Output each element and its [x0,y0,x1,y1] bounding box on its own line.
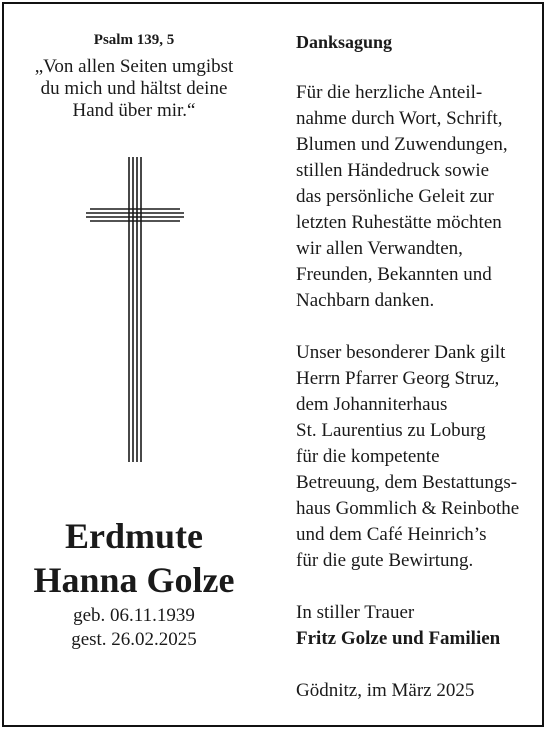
psalm-quote [4,56,264,122]
text-line: Nachbarn danken. [296,290,435,311]
psalm-line: Hand über mir.“ [72,100,196,121]
text-line: Betreuung, dem Bestattungs- [296,472,518,493]
text-line: Unser besonderer Dank gilt [296,342,506,363]
text-line: das persönliche Geleit zur [296,186,494,207]
life-dates [4,604,264,652]
mourning-block [296,600,500,652]
birth-date: geb. 06.11.1939 [73,605,195,626]
thanks-paragraph-2 [296,340,519,574]
text-line: letzten Ruhestätte möchten [296,212,502,233]
text-line: für die gute Bewirtung. [296,550,474,571]
text-line: dem Johanniterhaus [296,394,448,415]
deceased-name [4,514,264,602]
mourning-line: In stiller Trauer [296,602,415,623]
psalm-line: „Von allen Seiten umgibst [34,56,234,77]
left-column [4,4,269,725]
cross-icon [86,157,184,462]
text-line: stillen Händedruck sowie [296,160,490,181]
text-line: Blumen und Zuwendungen, [296,134,508,155]
family-signature: Fritz Golze und Familien [296,628,501,649]
text-line: wir allen Verwandten, [296,238,463,259]
psalm-reference: Psalm 139, 5 [93,32,175,48]
thanks-heading: Danksagung [296,32,393,52]
obituary-frame [2,2,544,727]
text-line: St. Laurentius zu Loburg [296,420,486,441]
text-line: haus Gommlich & Reinbothe [296,498,520,519]
text-line: und dem Café Heinrich’s [296,524,487,545]
right-column [296,4,546,725]
psalm-line: du mich und hältst deine [40,78,228,99]
text-line: Freunden, Bekannten und [296,264,492,285]
deceased-first-name: Erdmute [65,516,203,556]
death-date: gest. 26.02.2025 [71,629,197,650]
place-date: Gödnitz, im März 2025 [296,680,475,701]
text-line: Für die herzliche Anteil- [296,82,483,103]
text-line: Herrn Pfarrer Georg Struz, [296,368,500,389]
thanks-paragraph-1 [296,80,508,314]
text-line: nahme durch Wort, Schrift, [296,108,503,129]
deceased-full-name: Hanna Golze [33,560,235,600]
text-line: für die kompetente [296,446,440,467]
